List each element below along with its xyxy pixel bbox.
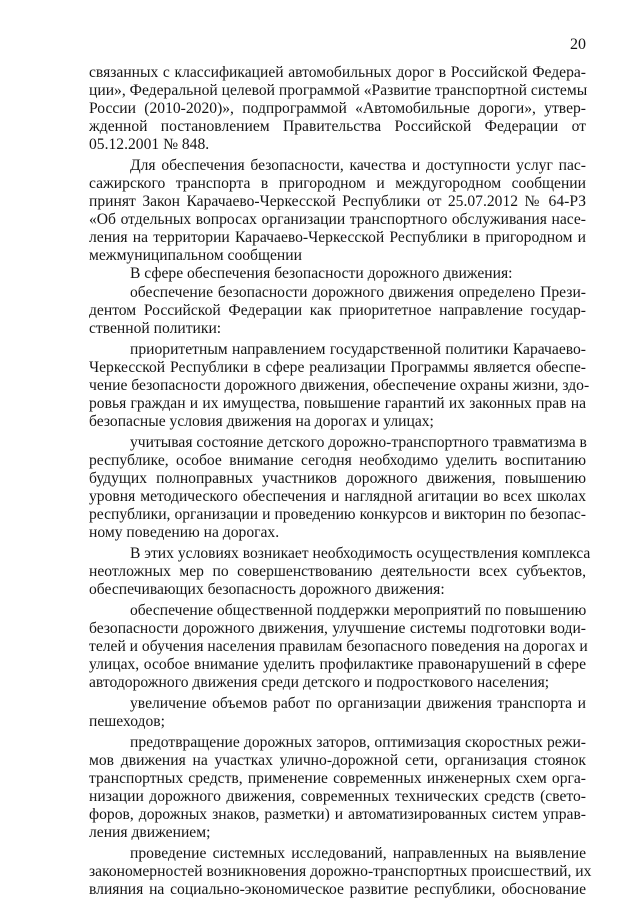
text-line: приоритетным направлением государственной политики Карачаево- xyxy=(130,341,586,358)
text-line: дентом Российской Федерации как приоритетное направление государ- xyxy=(89,302,586,319)
text-line: увеличение объемов работ по организации движения транспорта и xyxy=(130,695,586,712)
text-line: Для обеспечения безопасности, качества и доступности услуг пас- xyxy=(130,157,586,174)
text-line: ления на территории Карачаево-Черкесской Республики в пригородном и xyxy=(89,229,586,246)
text-line: обеспечение безопасности дорожного движения определено Прези- xyxy=(130,284,586,301)
text-line: безопасные условия движения на дорогах и улицах; xyxy=(89,413,434,430)
text-line: жденной постановлением Правительства Российской Федерации от xyxy=(89,118,586,135)
text-line: чение безопасности дорожного движения, обеспечение охраны жизни, здо- xyxy=(89,377,590,394)
text-line: предотвращение дорожных заторов, оптимизация скоростных режи- xyxy=(130,734,586,751)
text-line: обеспечивающих безопасность дорожного движения: xyxy=(89,581,445,598)
text-line: низации дорожного движения, современных технических средств (свето- xyxy=(89,788,586,805)
text-line: ственной политики: xyxy=(89,320,222,337)
text-line: ному поведению на дорогах. xyxy=(89,524,280,541)
text-line: связанных с классификацией автомобильных дорог в Российской Федера- xyxy=(89,64,586,81)
page-number: 20 xyxy=(570,36,586,53)
text-line: межмуниципальном сообщении xyxy=(89,247,302,264)
text-line: пешеходов; xyxy=(89,713,165,730)
text-line: России (2010-2020)», подпрограммой «Автомобильные дороги», утвер- xyxy=(89,100,586,117)
text-line: безопасности дорожного движения, улучшение системы подготовки води- xyxy=(89,620,586,637)
text-line: автодорожного движения среди детского и подросткового населения; xyxy=(89,674,550,691)
text-line: проведение системных исследований, направленных на выявление xyxy=(130,845,586,862)
text-line: В сфере обеспечения безопасности дорожного движения: xyxy=(130,265,513,282)
text-line: принят Закон Карачаево-Черкесской Республики от 25.07.2012 № 64-РЗ xyxy=(89,193,586,210)
text-line: обеспечение общественной поддержки мероприятий по повышению xyxy=(130,602,587,619)
text-line: мов движения на участках улично-дорожной сети, организация стоянок xyxy=(89,752,586,769)
text-line: сажирского транспорта в пригородном и междугородном сообщении xyxy=(89,175,586,192)
text-line: неотложных мер по совершенствованию деятельности всех субъектов, xyxy=(89,563,586,580)
text-line: Черкесской Республики в сфере реализации Программы является обеспе- xyxy=(89,359,586,376)
text-line: ровья граждан и их имущества, повышение гарантий их законных прав на xyxy=(89,395,586,412)
text-line: телей и обучения населения правилам безопасного поведения на дорогах и xyxy=(89,638,588,655)
text-line: «Об отдельных вопросах организации транспортного обслуживания насе- xyxy=(89,211,586,228)
text-line: В этих условиях возникает необходимость осуществления комплекса xyxy=(130,545,591,562)
text-line: ления движением; xyxy=(89,824,211,841)
text-line: учитывая состояние детского дорожно-транспортного травматизма в xyxy=(130,434,587,451)
text-line: республике, особое внимание сегодня необходимо уделить воспитанию xyxy=(89,452,586,469)
text-line: транспортных средств, применение современных инженерных схем орга- xyxy=(89,770,586,787)
text-line: уровня методического обеспечения и наглядной агитации во всех школах xyxy=(89,488,586,505)
text-line: ции», Федеральной целевой программой «Развитие транспортной системы xyxy=(89,82,588,99)
text-line: закономерностей возникновения дорожно-транспортных происшествий, их xyxy=(89,863,592,880)
text-line: республики, организации и проведению конкурсов и викторин по безопас- xyxy=(89,506,586,523)
text-line: улицах, особое внимание уделить профилактике правонарушений в сфере xyxy=(89,656,586,673)
text-line: влияния на социально-экономическое развитие республики, обоснование xyxy=(89,881,586,898)
text-line: 05.12.2001 № 848. xyxy=(89,136,210,153)
text-line: будущих полноправных участников дорожного движения, повышению xyxy=(89,470,586,487)
text-line: форов, дорожных знаков, разметки) и автоматизированных систем управ- xyxy=(89,806,586,823)
